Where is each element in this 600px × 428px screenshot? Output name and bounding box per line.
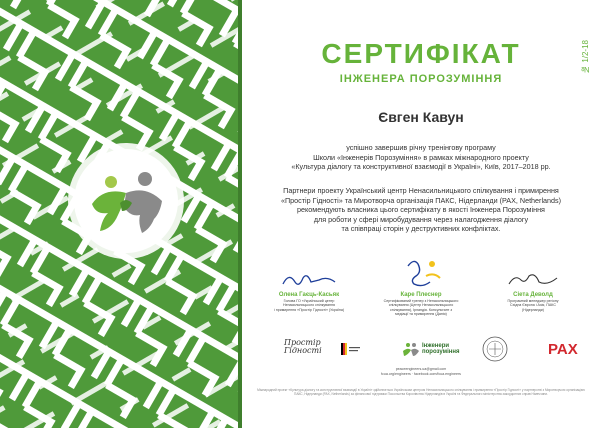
signature-block xyxy=(366,256,476,317)
body-line: Партнери проекту Український центр Ненасильницького спілкування і примирення xyxy=(283,186,559,195)
engineers-figures-icon xyxy=(402,341,420,357)
intro-line: успішно завершив річну тренінгову програму xyxy=(346,143,496,152)
decorative-pattern-panel xyxy=(0,0,242,428)
handwritten-signature xyxy=(503,270,563,290)
handwritten-signature xyxy=(396,256,446,290)
signature-block xyxy=(478,270,588,312)
signatory-role: Сертифікований тренер з Ненасильницького спілкування (Центр Ненасильницького спілкування), Ірландія. Консультант з медіації та примирення (Данія) xyxy=(383,299,459,317)
contact-info xyxy=(242,367,600,377)
intro-paragraph xyxy=(262,143,580,172)
emblem-circle xyxy=(74,149,178,253)
recipient-name: Євген Кавун xyxy=(378,109,464,125)
certificate-subtitle: ІНЖЕНЕРА ПОРОЗУМІННЯ xyxy=(339,73,503,85)
contact-email: peaceengineers.ua@gmail.com xyxy=(395,367,447,371)
signatory-name: Каре Плеснер xyxy=(400,292,442,298)
serial-number: № 1/2-18 xyxy=(581,40,590,74)
body-line: рекомендують власника цього сертифікату в якості Інженера Порозуміння xyxy=(297,205,545,214)
body-line: для роботи у сфері миробудування через налагодження діалогу xyxy=(313,214,529,224)
recommendation-paragraph xyxy=(262,186,580,234)
signature-block xyxy=(254,270,364,312)
signatory-name: Сіета Деволд xyxy=(513,292,553,298)
prostir-logo: Простір Гідності xyxy=(284,338,322,355)
contact-web: fcua.org/engineers · facebook.com/fcua.engineers xyxy=(381,372,461,376)
intro-line: «Культура діалогу та конструктивної взаємодії в Україні», Київ, 2017–2018 рр. xyxy=(291,162,551,171)
pax-logo: PAX xyxy=(548,341,578,358)
center-seal-icon xyxy=(478,335,512,363)
body-line: та співпраці сторін у деструктивних конфліктах. xyxy=(341,224,501,233)
partner-logos-row xyxy=(242,335,600,365)
engineers-logo: Інженери порозуміння xyxy=(402,341,466,357)
body-line: «Простір Гідності» та Миротворча організація ПАКС, Нідерланди (PAX, Netherlands) xyxy=(280,195,562,205)
signatory-role: Програмний менеджер регіону Східна Європа і Азія, ПАКС (Нідерланди) xyxy=(507,299,559,312)
handwritten-signature xyxy=(279,270,339,290)
coat-of-arms-icon xyxy=(339,341,361,357)
certificate-title: СЕРТИФІКАТ xyxy=(321,38,521,69)
signatory-role: Голова ГО «Український центр Ненасильницького спілкування і примирення «Простір Гідності» (Україна) xyxy=(273,299,345,312)
footer-note: Міжнародний проект «Культура діалогу та конструктивної взаємодії в Україні» здійснюється Українським центром Ненасильницького спілкування і примирення «Простір Гідності» у партнерстві з Миротворчою організацією ПАКС, Нідерланди (PAX, Netherlands) за фінансової підтримки Посольства Королівства Нідерландів в Україні та Федерального міністерства закордонних справ Німеччини. xyxy=(257,388,585,397)
signatory-name: Олена Гаєць-Касьяк xyxy=(278,292,340,298)
two-figures-logo-icon xyxy=(74,149,178,253)
certificate-content xyxy=(242,0,600,428)
intro-line: Школи «Інженерів Порозуміння» в рамках міжнародного проекту xyxy=(313,152,529,162)
